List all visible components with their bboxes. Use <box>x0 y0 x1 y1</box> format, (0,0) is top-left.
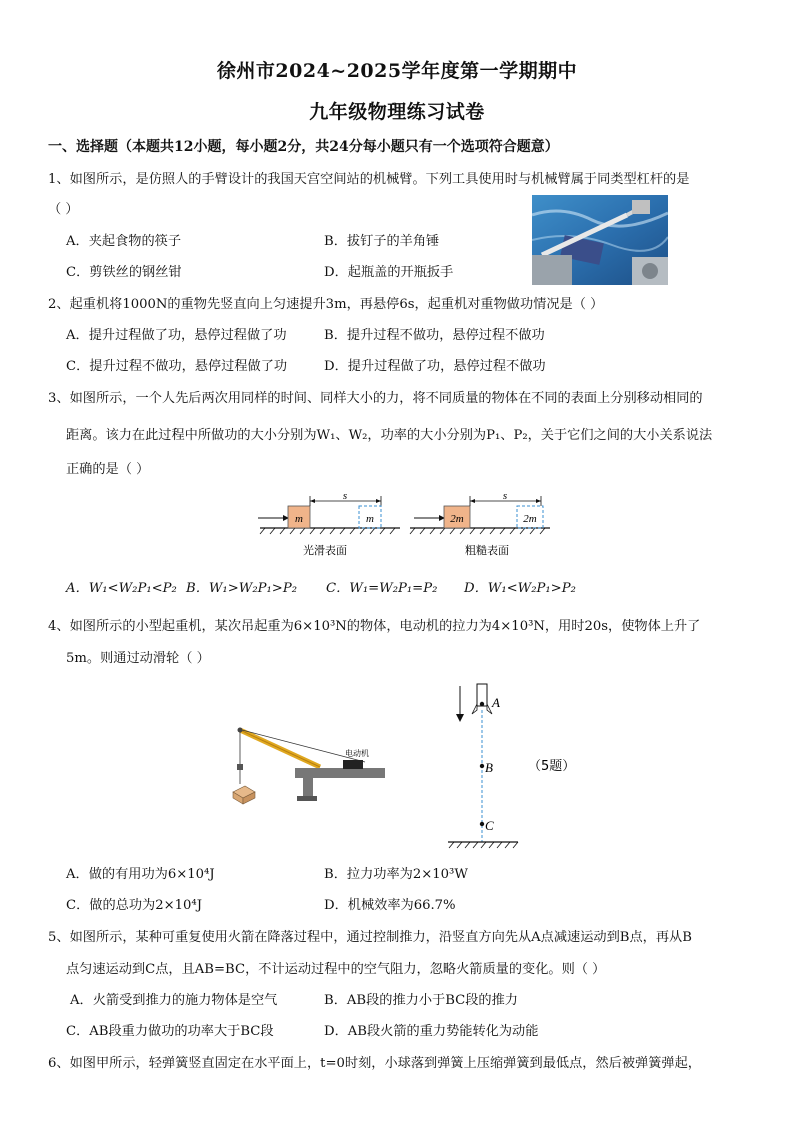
q3-left-mass-ghost: m <box>366 513 374 525</box>
q3-right-mass: 2m <box>450 513 464 525</box>
q3-option-b: B．W₁>W₂P₁>P₂ <box>186 581 297 596</box>
q1-bracket: （ ） <box>48 202 79 217</box>
q1-stem: 1、如图所示，是仿照人的手臂设计的我国天宫空间站的机械臂。下列工具使用时与机械臂属于同类型杠杆的是 <box>48 172 690 187</box>
q3-right-distance: s <box>502 492 508 502</box>
rocket-point-a: A <box>492 695 500 710</box>
exam-title: 徐州市2024~2025学年度第一学期期中 <box>216 60 578 82</box>
q2-stem: 2、起重机将1000N的重物先竖直向上匀速提升3m，再悬停6s，起重机对重物做功情况是（ ） <box>48 297 604 312</box>
exam-subtitle: 九年级物理练习试卷 <box>309 101 485 123</box>
q5-option-b: B．AB段的推力小于BC段的推力 <box>324 993 518 1008</box>
q4-stem-line1: 4、如图所示的小型起重机，某次吊起重为6×10³N的物体，电动机的拉力为4×10³N，用时20s，使物体上升了 <box>48 619 701 634</box>
q3-stem-line3: 正确的是（ ） <box>66 462 150 477</box>
rocket-point-b: B <box>485 760 493 775</box>
q2-option-c: C．提升过程不做功，悬停过程做了功 <box>66 359 288 374</box>
q3-right-mass-ghost: 2m <box>523 513 537 525</box>
rocket-figure <box>440 680 600 852</box>
space-station-arm-photo <box>532 195 668 285</box>
q1-option-a: A．夹起食物的筷子 <box>66 234 182 249</box>
q3-stem-line2: 距离。该力在此过程中所做功的大小分别为W₁、W₂，功率的大小分别为P₁、P₂，关于它们之间的大小关系说法 <box>66 428 713 443</box>
section-heading: 一、选择题（本题共12小题，每小题2分，共24分每小题只有一个选项符合题意） <box>48 139 559 155</box>
q2-option-a: A．提升过程做了功，悬停过程做了功 <box>66 328 287 343</box>
rocket-figure-caption: （5题） <box>528 759 576 774</box>
q4-stem-line2: 5m。则通过动滑轮（ ） <box>66 651 210 666</box>
q3-figure <box>255 492 555 560</box>
q3-option-a: A．W₁<W₂P₁<P₂ <box>66 581 177 596</box>
q3-left-mass: m <box>295 513 303 525</box>
q6-stem-line1: 6、如图甲所示，轻弹簧竖直固定在水平面上，t=0时刻，小球落到弹簧上压缩弹簧到最低点，然后被弹簧弹起， <box>48 1056 701 1071</box>
q4-option-a: A．做的有用功为6×10⁴J <box>66 867 215 882</box>
q5-stem-line2: 点匀速运动到C点，且AB=BC，不计运动过程中的空气阻力，忽略火箭质量的变化。则（ ） <box>66 962 606 977</box>
q4-option-b: B．拉力功率为2×10³W <box>324 867 468 882</box>
q4-option-d: D．机械效率为66.7% <box>324 898 456 913</box>
crane-figure <box>225 722 385 807</box>
q5-option-c: C．AB段重力做功的功率大于BC段 <box>66 1024 274 1039</box>
q1-option-d: D．起瓶盖的开瓶扳手 <box>324 265 454 280</box>
q2-option-d: D．提升过程做了功，悬停过程不做功 <box>324 359 546 374</box>
q4-option-c: C．做的总功为2×10⁴J <box>66 898 203 913</box>
rocket-point-c: C <box>485 818 494 833</box>
q5-stem-line1: 5、如图所示，某种可重复使用火箭在降落过程中，通过控制推力，沿竖直方向先从A点减速运动到B点，再从B <box>48 930 692 945</box>
q2-option-b: B．提升过程不做功，悬停过程不做功 <box>324 328 545 343</box>
q3-option-c: C．W₁=W₂P₁=P₂ <box>326 581 438 596</box>
q5-option-a: A．火箭受到推力的施力物体是空气 <box>70 993 278 1008</box>
q1-option-b: B．拔钉子的羊角锤 <box>324 234 440 249</box>
q3-rough-label: 粗糙表面 <box>465 544 509 557</box>
q3-left-distance: s <box>342 492 348 502</box>
q3-option-d: D．W₁<W₂P₁>P₂ <box>464 581 576 596</box>
q3-stem-line1: 3、如图所示，一个人先后两次用同样的时间、同样大小的力，将不同质量的物体在不同的表面上分别移动相同的 <box>48 391 703 406</box>
motor-label: 电动机 <box>345 749 369 758</box>
q1-option-c: C．剪铁丝的钢丝钳 <box>66 265 182 280</box>
q3-smooth-label: 光滑表面 <box>303 544 347 557</box>
q5-option-d: D．AB段火箭的重力势能转化为动能 <box>324 1024 539 1039</box>
